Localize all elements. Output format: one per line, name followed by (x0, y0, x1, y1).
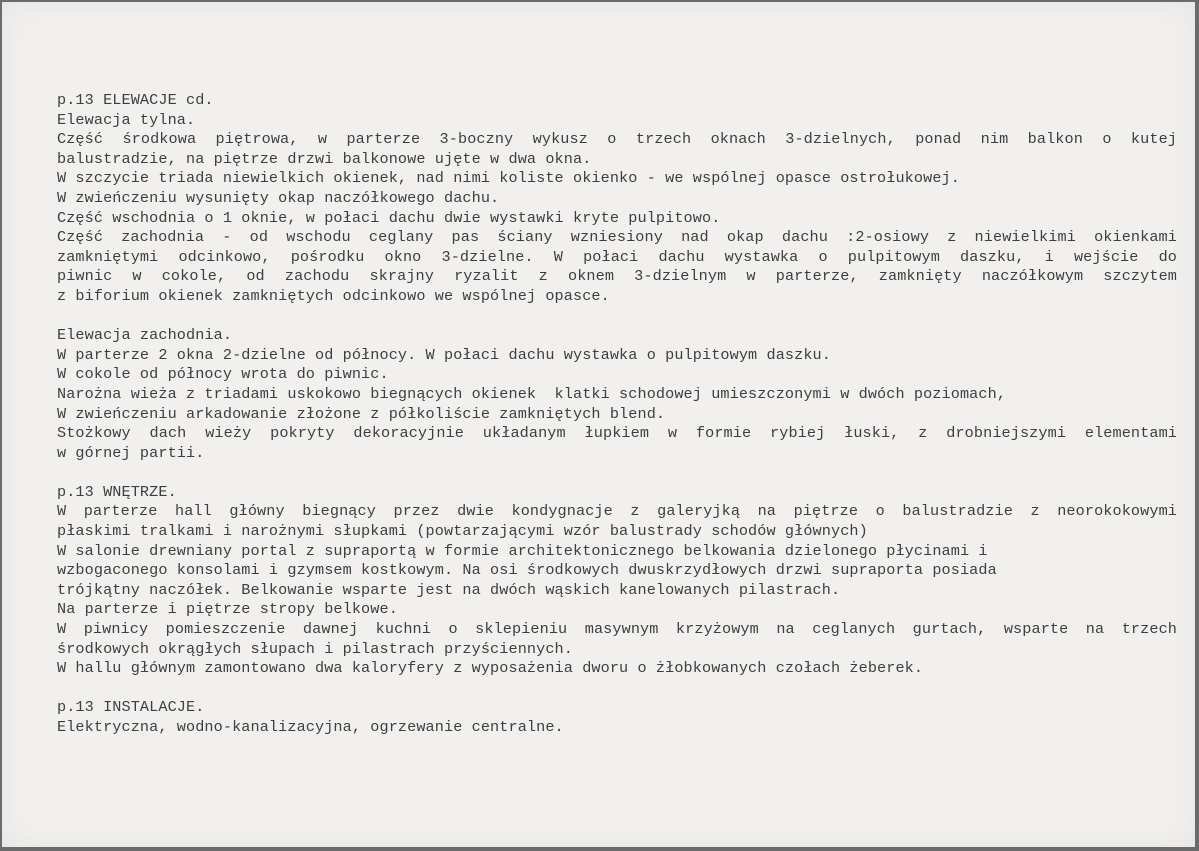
text-line: w górnej partii. (57, 443, 205, 462)
section-wnetrze (57, 483, 1177, 679)
text-line: W zwieńczeniu arkadowanie złożone z półkoliście zamkniętych blend. (57, 404, 666, 423)
text-line: wzbogaconego konsolami i gzymsem kostkowym. Na osi środkowych dwuskrzydłowych drzwi supraporta posiada (57, 561, 997, 580)
text-line: zamkniętymi odcinkowo, pośrodku okno 3-dzielne. W połaci dachu wystawka o pulpitowym daszku, i wejście do (57, 247, 1177, 266)
section-elewacja-zachodnia (57, 326, 1177, 463)
text-line: z biforium okienek zamkniętych odcinkowo we wspólnej opasce. (57, 286, 610, 305)
text-line: W parterze 2 okna 2-dzielne od północy. W połaci dachu wystawka o pulpitowym daszku. (57, 345, 831, 364)
text-line: Część środkowa piętrowa, w parterze 3-boczny wykusz o trzech oknach 3-dzielnych, ponad nim balkon o kutej (57, 130, 1177, 149)
text-line: W szczycie triada niewielkich okienek, nad nimi koliste okienko - we wspólnej opasce ostrołukowej. (57, 169, 960, 188)
paragraph-gap (57, 679, 1177, 699)
text-line: Na parterze i piętrze stropy belkowe. (57, 600, 398, 619)
text-line: Elektryczna, wodno-kanalizacyjna, ogrzewanie centralne. (57, 718, 564, 736)
text-line: Stożkowy dach wieży pokryty dekoracyjnie układanym łupkiem w formie rybiej łuski, z drobniejszymi elementami (57, 424, 1177, 443)
section-heading: p.13 ELEWACJE cd. (57, 91, 214, 109)
text-line: piwnic w cokole, od zachodu skrajny ryzalit z oknem 3-dzielnym w parterze, zamknięty naczółkowym szczytem (57, 267, 1177, 286)
section-heading: p.13 WNĘTRZE. (57, 482, 177, 501)
text-line: Część zachodnia - od wschodu ceglany pas ściany wzniesiony nad okap dachu :2-osiowy z niewielkimi okienkami (57, 228, 1177, 247)
text-line: Część wschodnia o 1 oknie, w połaci dachu dwie wystawki kryte pulpitowo. (57, 208, 721, 227)
text-line: płaskimi tralkami i narożnymi słupkami (powtarzającymi wzór balustrady schodów głównych) (57, 522, 868, 541)
text-line: środkowych okrągłych słupach i pilastrach przyściennych. (57, 639, 573, 658)
text-line: W hallu głównym zamontowano dwa kaloryfery z wyposażenia dworu o żłobkowanych czołach żeberek. (57, 659, 924, 678)
text-line: W cokole od północy wrota do piwnic. (57, 365, 389, 384)
text-line: Narożna wieża z triadami uskokowo biegnących okienek klatki schodowej umieszczonymi w dwóch poziomach, (57, 384, 1007, 403)
text-line: W zwieńczeniu wysunięty okap naczółkowego dachu. (57, 188, 500, 207)
text-line: Elewacja tylna. (57, 110, 196, 129)
text-line: W piwnicy pomieszczenie dawnej kuchni o sklepieniu masywnym krzyżowym na ceglanych gurtach, wsparte na trzech (57, 620, 1177, 639)
text-line: trójkątny naczółek. Belkowanie wsparte jest na dwóch wąskich kanelowanych pilastrach. (57, 580, 841, 599)
paragraph-gap (57, 307, 1177, 327)
text-line: W parterze hall główny biegnący przez dwie kondygnacje z galeryjką na piętrze o balustradzie z neorokokowymi (57, 502, 1177, 521)
section-heading: p.13 INSTALACJE. (57, 698, 205, 717)
document-sheet (2, 2, 1195, 847)
text-line: balustradzie, na piętrze drzwi balkonowe ujęte w dwa okna. (57, 149, 592, 168)
section-elewacje (57, 91, 1177, 307)
paragraph-gap (57, 463, 1177, 483)
section-instalacje (57, 698, 1177, 737)
text-line: W salonie drewniany portal z supraportą w formie architektonicznego belkowania dzielonego płycinami i (57, 541, 988, 560)
document-text (57, 91, 1177, 738)
section-heading: Elewacja zachodnia. (57, 326, 233, 345)
